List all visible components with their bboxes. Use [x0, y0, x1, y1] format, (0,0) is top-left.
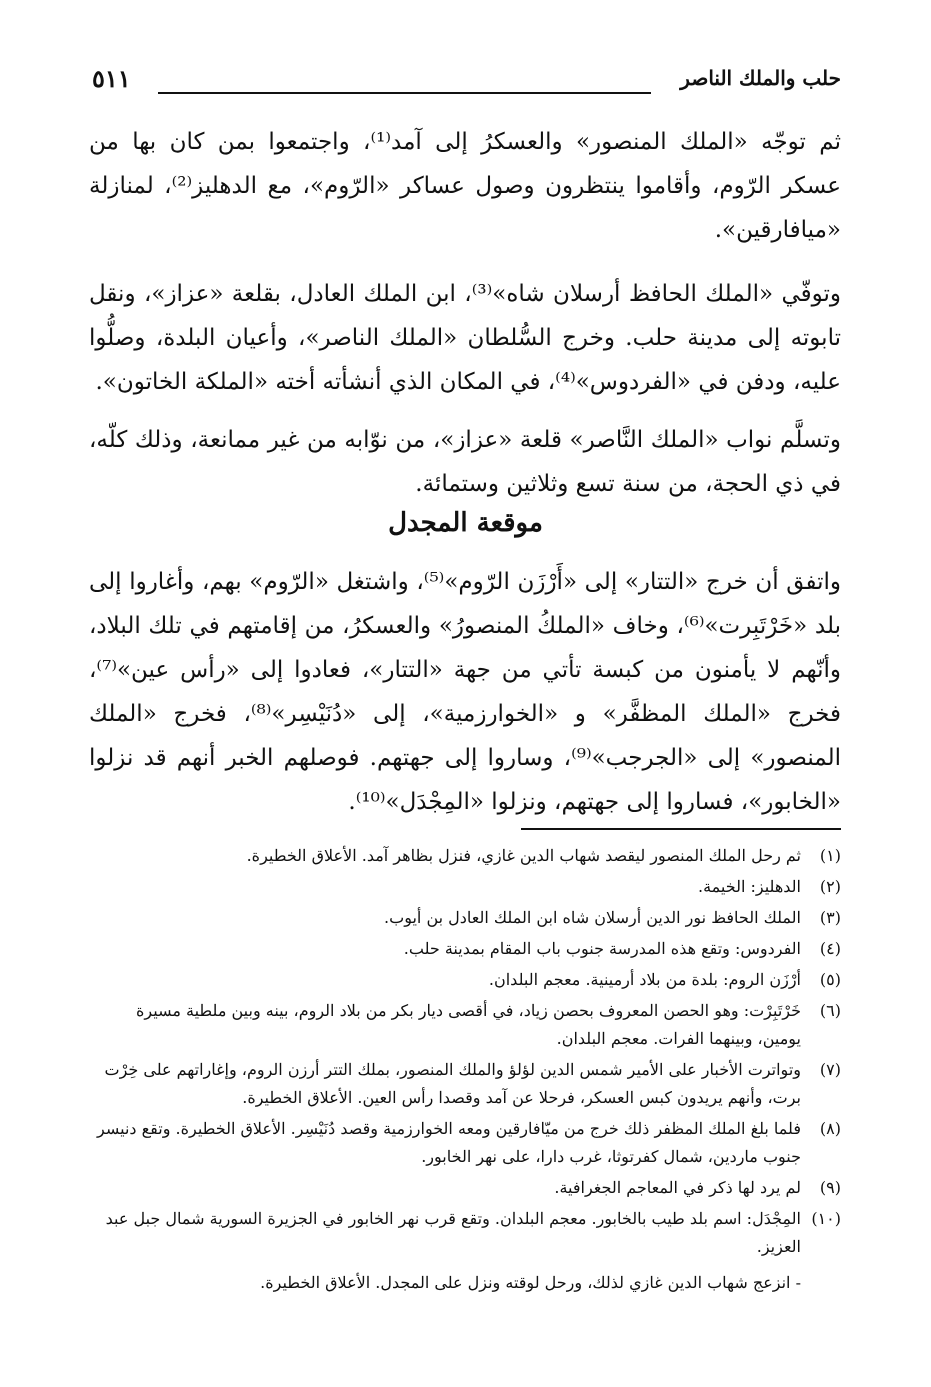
footnote [89, 1115, 841, 1171]
running-title: حلب والملك الناصر [680, 66, 841, 90]
footnote-divider [521, 828, 841, 830]
section-heading: موقعة المجدل [388, 508, 543, 538]
paragraph-1: ثم توجّه «الملك المنصور» والعسكرُ إلى آمد⁽¹⁾، واجتمعوا بمن كان بها من عسكر الرّوم، وأقاموا ينتظرون وصول عساكر «الرّوم»، مع الدهليز⁽²⁾، لمنازلة «ميافارقين». [89, 129, 842, 243]
paragraph-3: وتسلَّم نواب «الملك النَّاصر» قلعة «عزاز»، من نوّابه من غير ممانعة، وذلك كلّه، في ذي الحجة، من سنة تسع وثلاثين وستمائة. [89, 427, 841, 497]
footnote [89, 904, 841, 932]
footnote-text: خَرْتَبِرْت: وهو الحصن المعروف بحصن زياد، في أقصى ديار بكر من بلاد الروم، بينه وبين ملطية مسيرة يومين، وبينهما الفرات. معجم البلدان. [136, 1001, 801, 1048]
section-paragraph: واتفق أن خرج «التتار» إلى «أَرْزَن الرّوم»⁽⁵⁾، واشتغل «الرّوم» بهم، وأغاروا إلى بلد «خَرْتَبِرت»⁽⁶⁾، وخاف «الملكُ المنصورُ» والعسكرُ، من إقامتهم في تلك البلاد، وأنّهم لا يأمنون من كبسة تأتي من جهة «التتار»، فعادوا إلى «رأس عين»⁽⁷⁾، فخرج «الملك المظفَّر» و «الخوارزمية»، إلى «دُنَيْسِر»⁽⁸⁾، فخرج «الملك المنصور» إلى «الجرجب»⁽⁹⁾، وساروا إلى جهتهم. فوصلهم الخبر أنهم قد نزلوا «الخابور»، فساروا إلى جهتهم، ونزلوا «المِجْدَل»⁽¹⁰⁾. [89, 569, 841, 815]
footnote-continuation: - انزعج شهاب الدين غازي لذلك، ورحل لوقته ونزل على المجدل. الأعلاق الخطيرة. [260, 1273, 801, 1292]
footnote [89, 1205, 841, 1261]
footnote-number: (٣) [819, 908, 841, 927]
footnote [89, 873, 841, 901]
page-header [92, 62, 841, 102]
page-number: ٥١١ [92, 64, 131, 93]
footnote-text: المِجْدَل: اسم بلد طيب بالخابور. معجم البلدان. وتقع قرب نهر الخابور في الجزيرة السورية شمال جبل عبد العزيز. [105, 1209, 801, 1256]
footnote [89, 1174, 841, 1202]
footnote-text: الملك الحافظ نور الدين أرسلان شاه ابن الملك العادل بن أيوب. [384, 908, 801, 927]
footnote [89, 997, 841, 1053]
footnote-number: (١) [819, 846, 841, 865]
footnote-text: ثم رحل الملك المنصور ليقصد شهاب الدين غازي، فنزل بظاهر آمد. الأعلاق الخطيرة. [246, 846, 801, 865]
footnote [89, 966, 841, 994]
footnote [89, 842, 841, 870]
footnote-text: وتواترت الأخبار على الأمير شمس الدين لؤلؤ والملك المنصور، بملك التتر أرزن الروم، وإغاراتهم على خِرْت برت، وأنهم يريدون كبس العسكر، فرحلا عن آمد وقصدا رأس العين. الأعلاق الخطيرة. [104, 1060, 801, 1107]
footnote-number: (٢) [819, 877, 841, 896]
header-rule [158, 92, 651, 94]
footnotes [89, 842, 841, 1297]
footnote [89, 935, 841, 963]
paragraph-2: وتوفّي «الملك الحافظ أرسلان شاه»⁽³⁾، ابن الملك العادل، بقلعة «عزاز»، ونقل تابوته إلى مدينة حلب. وخرج السُّلطان «الملك الناصر»، وأعيان البلدة، وصلُّوا عليه، ودفن في «الفردوس»⁽⁴⁾، في المكان الذي أنشأته أخته «الملكة الخاتون». [89, 281, 842, 395]
footnote-text: فلما بلغ الملك المظفر ذلك خرج من ميّافارقين ومعه الخوارزمية وقصد دُنَيْسِر. الأعلاق الخطيرة. وتقع دنيسر جنوب ماردين، شمال كفرتوثا، غرب دارا، على نهر الخابور. [97, 1119, 801, 1166]
footnote-number: (٨) [819, 1119, 841, 1138]
footnote-text: الدهليز: الخيمة. [698, 877, 801, 896]
footnote-number: (٦) [819, 1001, 841, 1020]
footnote [89, 1056, 841, 1112]
footnote-number: (٩) [819, 1178, 841, 1197]
footnote-number: (٧) [819, 1060, 841, 1079]
footnote-number: (١٠) [811, 1209, 841, 1228]
footnote-text: أرْزَن الروم: بلدة من بلاد أرمينية. معجم البلدان. [488, 970, 801, 989]
footnote-text: الفردوس: وتقع هذه المدرسة جنوب باب المقام بمدينة حلب. [403, 939, 801, 958]
footnote-text: لم يرد لها ذكر في المعاجم الجغرافية. [554, 1178, 801, 1197]
footnote-number: (٤) [819, 939, 841, 958]
footnote-number: (٥) [819, 970, 841, 989]
